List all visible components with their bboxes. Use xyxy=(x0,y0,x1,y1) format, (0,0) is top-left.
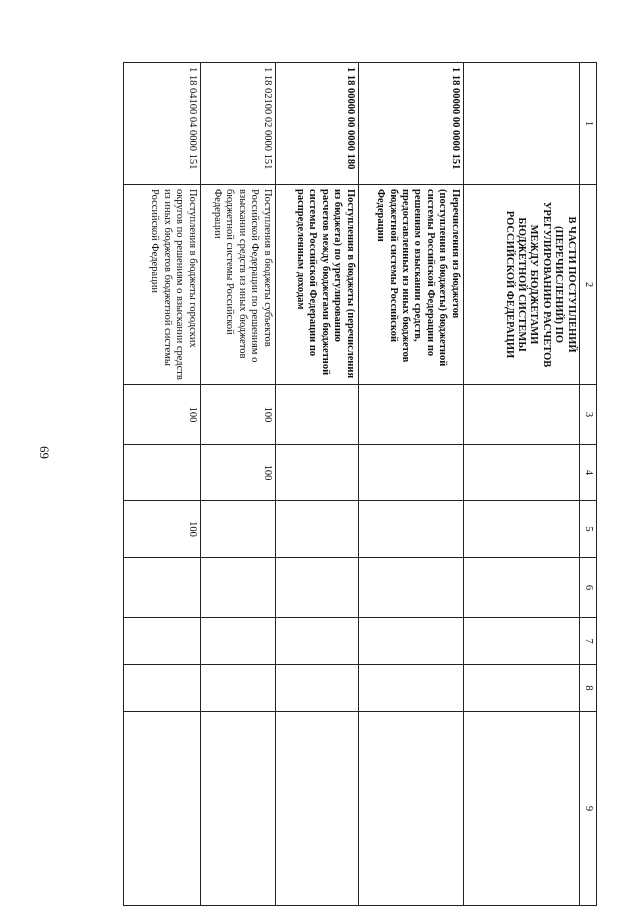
row-code: 1 18 02100 02 0000 151 xyxy=(200,63,275,185)
header-cell: 6 xyxy=(579,558,596,618)
row-value: 100 xyxy=(200,385,275,445)
header-row xyxy=(579,63,596,906)
row-value xyxy=(200,558,275,618)
row-code: 1 18 00000 00 0000 151 xyxy=(358,63,463,185)
table-row xyxy=(200,63,275,906)
header-cell: 3 xyxy=(579,385,596,445)
row-value xyxy=(358,618,463,665)
row-name: Поступления в бюджеты городских округов по решениям о взыскании средств из иных бюджетов бюджетной системы Российской Федерации xyxy=(123,185,200,385)
header-cell: 5 xyxy=(579,501,596,558)
table-cell xyxy=(463,665,579,712)
row-value xyxy=(275,445,358,501)
header-cell: 7 xyxy=(579,618,596,665)
table-row xyxy=(275,63,358,906)
header-cell: 9 xyxy=(579,712,596,906)
row-value xyxy=(200,501,275,558)
row-value xyxy=(358,558,463,618)
row-value xyxy=(358,665,463,712)
row-value xyxy=(275,712,358,906)
row-value: 100 xyxy=(123,501,200,558)
header-cell: 2 xyxy=(579,185,596,385)
budget-classification-table xyxy=(123,62,597,906)
row-value xyxy=(358,712,463,906)
table-cell xyxy=(463,712,579,906)
row-name: Поступления в бюджеты (перечисления из бюджета) по урегулированию расчетов между бюджетами бюджетной системы Российской Федерации по распределенным доходам xyxy=(275,185,358,385)
table-cell xyxy=(463,445,579,501)
row-value xyxy=(200,618,275,665)
row-name: Перечисления из бюджетов (поступления в бюджеты) бюджетной системы Российской Федерации по решениям о взыскании средств, предоставленных из иных бюджетов бюджетной системы Российской Федерации xyxy=(358,185,463,385)
table-cell xyxy=(463,385,579,445)
row-value xyxy=(123,445,200,501)
rotated-table-wrapper xyxy=(123,62,597,905)
row-value: 100 xyxy=(123,385,200,445)
row-value xyxy=(275,558,358,618)
header-cell: 1 xyxy=(579,63,596,185)
section-row xyxy=(463,63,579,906)
row-value xyxy=(275,618,358,665)
row-code: 1 18 00000 00 0000 180 xyxy=(275,63,358,185)
row-value xyxy=(200,712,275,906)
page-number: 69 xyxy=(37,446,52,459)
header-cell: 4 xyxy=(579,445,596,501)
row-value xyxy=(123,665,200,712)
row-value xyxy=(123,558,200,618)
table-cell xyxy=(463,558,579,618)
table-cell xyxy=(463,618,579,665)
table-row xyxy=(123,63,200,906)
row-value xyxy=(123,712,200,906)
header-cell: 8 xyxy=(579,665,596,712)
row-value xyxy=(275,385,358,445)
row-value: 100 xyxy=(200,445,275,501)
table-cell xyxy=(463,501,579,558)
row-value xyxy=(358,385,463,445)
row-value xyxy=(275,665,358,712)
table-cell xyxy=(463,63,579,185)
row-value xyxy=(358,445,463,501)
row-value xyxy=(358,501,463,558)
table-row xyxy=(358,63,463,906)
row-code: 1 18 04100 04 0000 151 xyxy=(123,63,200,185)
row-value xyxy=(123,618,200,665)
row-value xyxy=(275,501,358,558)
section-title: В ЧАСТИ ПОСТУПЛЕНИЙ (ПЕРЕЧИСЛЕНИЙ) ПО УРЕГУЛИРОВАНИЮ РАСЧЕТОВ МЕЖДУ БЮДЖЕТАМИ БЮДЖЕТНОЙ СИСТЕМЫ РОССИЙСКОЙ ФЕДЕРАЦИИ xyxy=(463,185,579,385)
row-name: Поступления в бюджеты субъектов Российской Федерации по решениям о взыскании средств из иных бюджетов бюджетной системы Российской Федерации xyxy=(200,185,275,385)
row-value xyxy=(200,665,275,712)
